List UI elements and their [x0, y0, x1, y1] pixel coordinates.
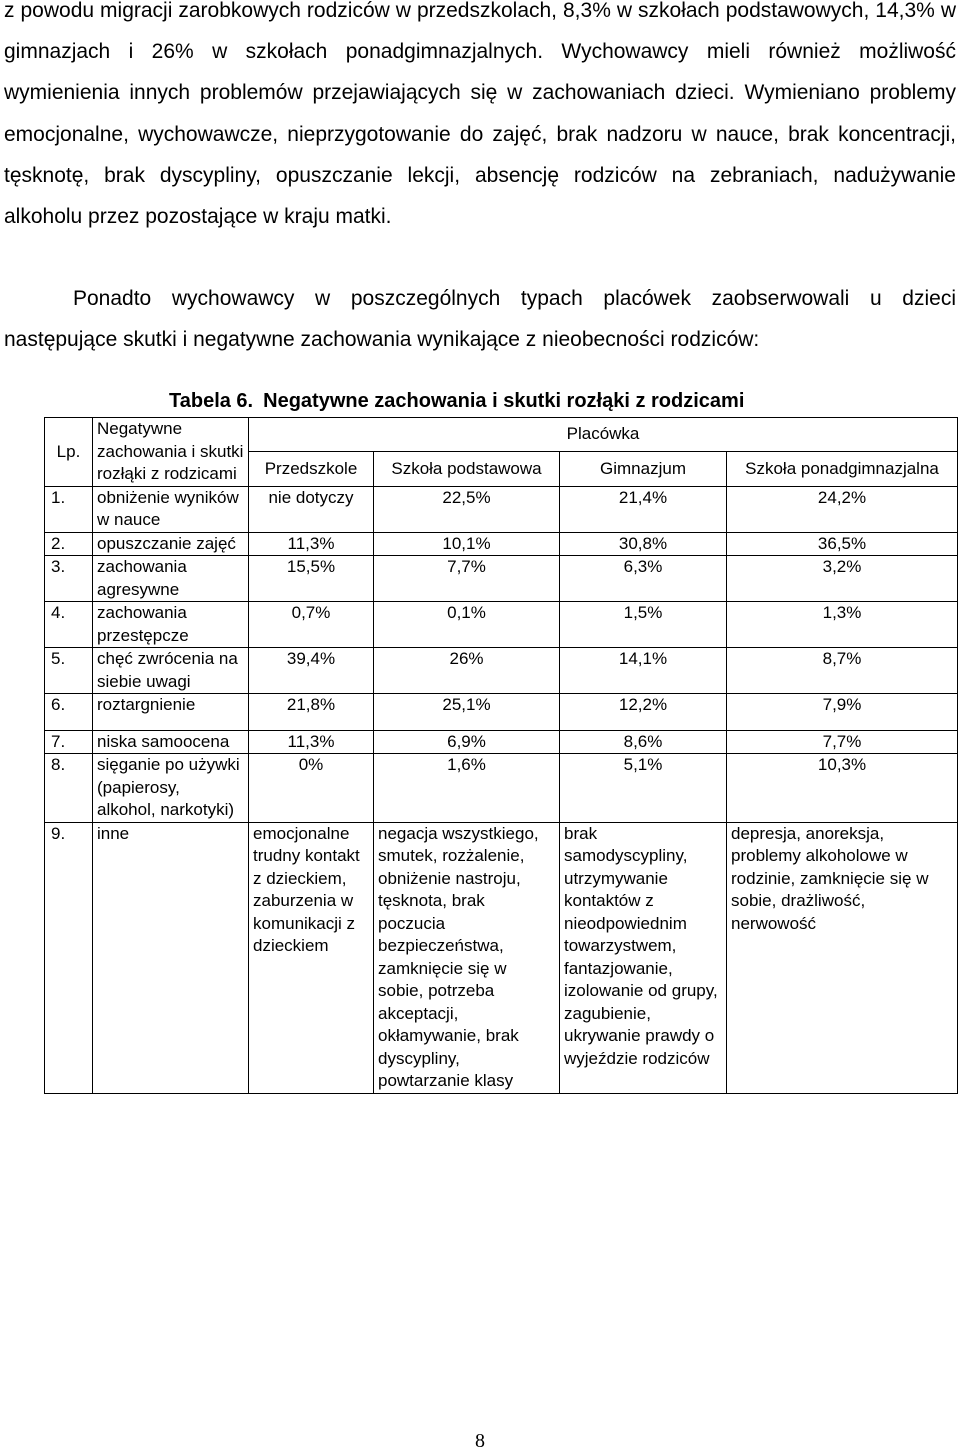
row-lp: 9.: [45, 822, 93, 1093]
row-preschool: 0,7%: [249, 602, 374, 648]
header-lp: Lp.: [45, 418, 93, 487]
row-behaviour: inne: [93, 822, 249, 1093]
row-secondary: 8,7%: [727, 648, 958, 694]
header-facility: Placówka: [249, 418, 958, 452]
table-row: [45, 648, 958, 694]
row-preschool: nie dotyczy: [249, 486, 374, 532]
row-lp: 6.: [45, 694, 93, 731]
row-primary: negacja wszystkiego, smutek, rozżalenie, obniżenie nastroju, tęsknota, brak poczucia bezpieczeństwa, zamknięcie się w sobie, potrzeba akceptacji, okłamywanie, brak dyscypliny, powtarzanie klasy: [374, 822, 560, 1093]
row-secondary: 10,3%: [727, 754, 958, 823]
row-primary: 26%: [374, 648, 560, 694]
row-primary: 22,5%: [374, 486, 560, 532]
row-primary: 6,9%: [374, 730, 560, 754]
row-lp: 2.: [45, 532, 93, 556]
row-secondary: 7,7%: [727, 730, 958, 754]
row-lp: 3.: [45, 556, 93, 602]
row-preschool: emocjonalne trudny kontakt z dzieckiem, zaburzenia w komunikacji z dzieckiem: [249, 822, 374, 1093]
row-behaviour: chęć zwrócenia na siebie uwagi: [93, 648, 249, 694]
row-lp: 8.: [45, 754, 93, 823]
row-gymnasium: 12,2%: [560, 694, 727, 731]
table-caption: [169, 390, 744, 413]
row-secondary: 36,5%: [727, 532, 958, 556]
row-secondary: 7,9%: [727, 694, 958, 731]
row-gymnasium: 8,6%: [560, 730, 727, 754]
row-primary: 7,7%: [374, 556, 560, 602]
row-behaviour: zachowania przestępcze: [93, 602, 249, 648]
row-secondary: depresja, anoreksja, problemy alkoholowe w rodzinie, zamknięcie się w sobie, drażliwość, nerwowość: [727, 822, 958, 1093]
row-lp: 1.: [45, 486, 93, 532]
table-row: [45, 532, 958, 556]
header-gymnasium: Gimnazjum: [560, 452, 727, 486]
table-header-row-1: [45, 418, 958, 452]
header-behaviour: Negatywne zachowania i skutki rozłąki z rodzicami: [93, 418, 249, 487]
table-row: [45, 822, 958, 1093]
row-preschool: 21,8%: [249, 694, 374, 731]
row-behaviour: opuszczanie zajęć: [93, 532, 249, 556]
row-behaviour: roztargnienie: [93, 694, 249, 731]
row-gymnasium: 21,4%: [560, 486, 727, 532]
paragraph-2: [4, 278, 956, 360]
row-preschool: 11,3%: [249, 730, 374, 754]
row-gymnasium: 5,1%: [560, 754, 727, 823]
row-preschool: 39,4%: [249, 648, 374, 694]
row-primary: 10,1%: [374, 532, 560, 556]
row-secondary: 3,2%: [727, 556, 958, 602]
row-gymnasium: 6,3%: [560, 556, 727, 602]
table-row: [45, 486, 958, 532]
row-lp: 4.: [45, 602, 93, 648]
row-secondary: 1,3%: [727, 602, 958, 648]
table-row: [45, 694, 958, 731]
header-secondary-school: Szkoła ponadgimnazjalna: [727, 452, 958, 486]
table-row: [45, 730, 958, 754]
row-behaviour: obniżenie wyników w nauce: [93, 486, 249, 532]
paragraph-1: z powodu migracji zarobkowych rodziców w przedszkolach, 8,3% w szkołach podstawowych, 14,3% w gimnazjach i 26% w szkołach ponadgimnazjalnych. Wychowawcy mieli również możliwość wymienienia innych problemów przejawiających się w zachowaniach dzieci. Wymieniano problemy emocjonalne, wychowawcze, nieprzygotowanie do zajęć, brak nadzoru w nauce, brak koncentracji, tęsknotę, brak dyscypliny, opuszczanie lekcji, absencję rodziców na zebraniach, nadużywanie alkoholu przez pozostające w kraju matki.: [4, 0, 956, 229]
row-behaviour: zachowania agresywne: [93, 556, 249, 602]
row-preschool: 15,5%: [249, 556, 374, 602]
row-gymnasium: brak samodyscypliny, utrzymywanie kontaktów z nieodpowiednim towarzystwem, fantazjowanie, izolowanie od grupy, zagubienie, ukrywanie prawdy o wyjeździe rodziców: [560, 822, 727, 1093]
paragraph-2-text: Ponadto wychowawcy w poszczególnych typach placówek zaobserwowali u dzieci następujące skutki i negatywne zachowania wynikające z nieobecności rodziców:: [4, 287, 956, 352]
table-row: [45, 556, 958, 602]
row-primary: 1,6%: [374, 754, 560, 823]
table-row: [45, 602, 958, 648]
table-caption-title: Negatywne zachowania i skutki rozłąki z rodzicami: [263, 390, 745, 412]
page-number: 8: [475, 1430, 485, 1452]
row-preschool: 0%: [249, 754, 374, 823]
header-primary-school: Szkoła podstawowa: [374, 452, 560, 486]
row-behaviour: sięganie po używki (papierosy, alkohol, narkotyki): [93, 754, 249, 823]
row-gymnasium: 30,8%: [560, 532, 727, 556]
row-behaviour: niska samoocena: [93, 730, 249, 754]
row-primary: 25,1%: [374, 694, 560, 731]
table-caption-label: Tabela 6.: [169, 390, 254, 412]
effects-table: [44, 417, 958, 1094]
row-primary: 0,1%: [374, 602, 560, 648]
row-secondary: 24,2%: [727, 486, 958, 532]
row-gymnasium: 1,5%: [560, 602, 727, 648]
header-preschool: Przedszkole: [249, 452, 374, 486]
row-lp: 7.: [45, 730, 93, 754]
table-row: [45, 754, 958, 823]
row-gymnasium: 14,1%: [560, 648, 727, 694]
row-preschool: 11,3%: [249, 532, 374, 556]
row-lp: 5.: [45, 648, 93, 694]
